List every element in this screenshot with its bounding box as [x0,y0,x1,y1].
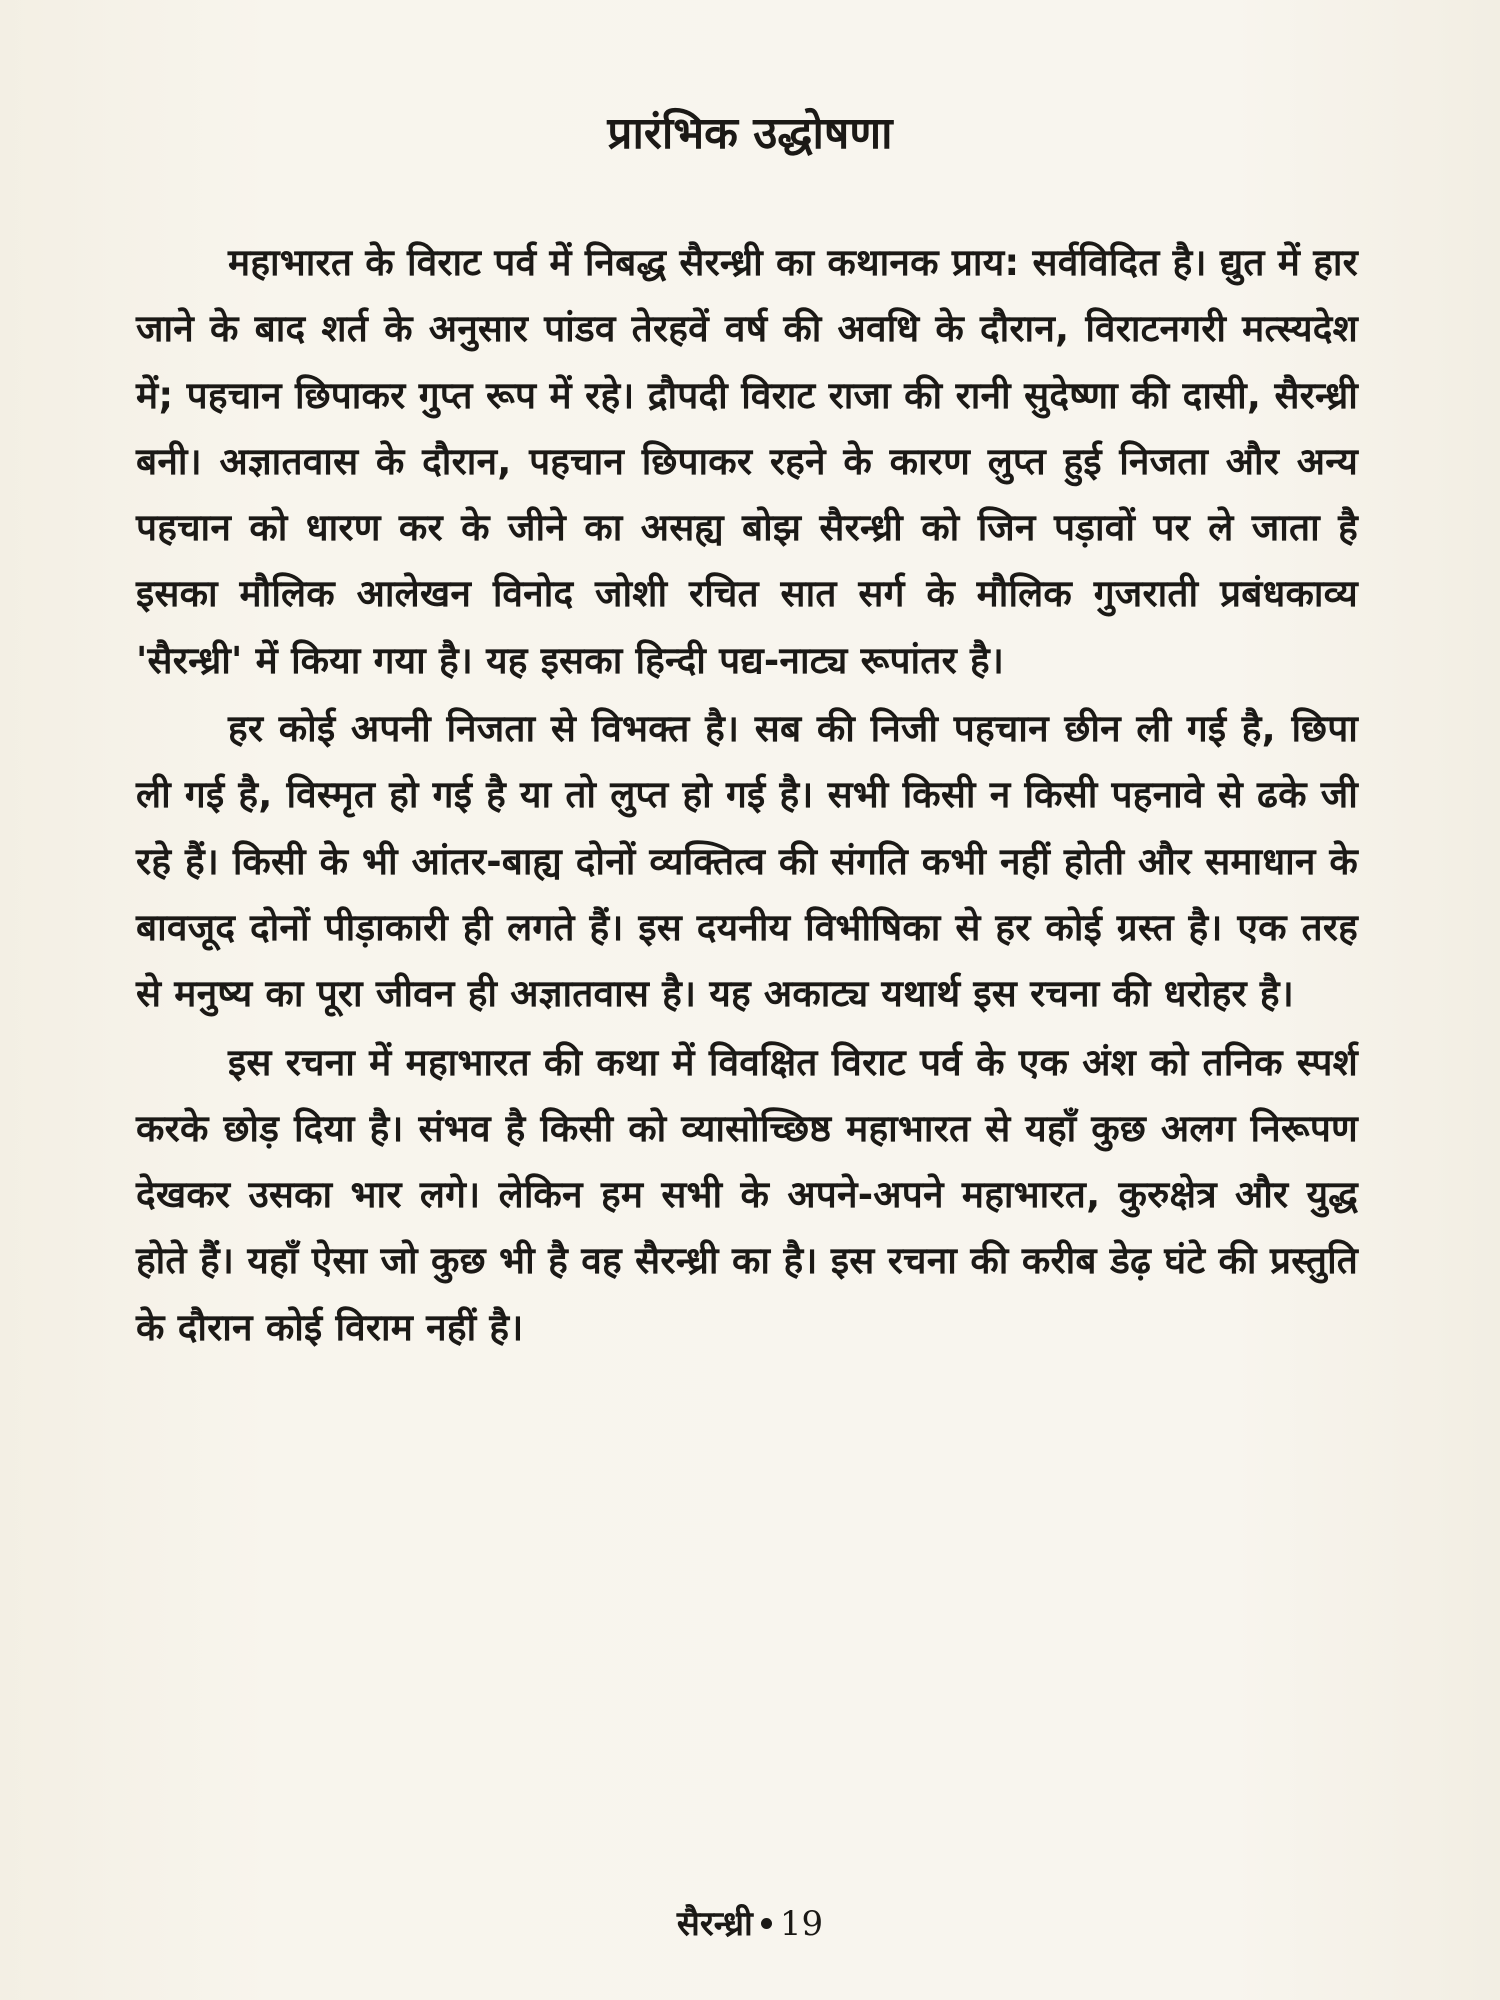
paragraph-2: हर कोई अपनी निजता से विभक्त है। सब की निजी पहचान छीन ली गई है, छिपा ली गई है, विस्मृत हो गई है या तो लुप्त हो गई है। सभी किसी न किसी पहनावे से ढके जी रहे हैं। किसी के भी आंतर-बाह्य दोनों व्यक्तित्व की संगति कभी नहीं होती और समाधान के बावजूद दोनों पीड़ाकारी ही लगते हैं। इस दयनीय विभीषिका से हर कोई ग्रस्त है। एक तरह से मनुष्य का पूरा जीवन ही अज्ञातवास है। यह अकाट्य यथार्थ इस रचना की धरोहर है। [136,707,1358,1016]
footer-book-title: सैरन्ध्री [676,1904,753,1944]
paragraph-1: महाभारत के विराट पर्व में निबद्ध सैरन्ध्री का कथानक प्राय: सर्वविदित है। द्युत में हार जाने के बाद शर्त के अनुसार पांडव तेरहवें वर्ष की अवधि के दौरान, विराटनगरी मत्स्यदेश में; पहचान छिपाकर गुप्त रूप में रहे। द्रौपदी विराट राजा की रानी सुदेष्णा की दासी, सैरन्ध्री बनी। अज्ञातवास के दौरान, पहचान छिपाकर रहने के कारण लुप्त हुई निजता और अन्य पहचान को धारण कर के जीने का असह्य बोझ सैरन्ध्री को जिन पड़ावों पर ले जाता है इसका मौलिक आलेखन विनोद जोशी रचित सात सर्ग के मौलिक गुजराती प्रबंधकाव्य 'सैरन्ध्री' में किया गया है। यह इसका हिन्दी पद्य-नाट्य रूपांतर है। [136,241,1358,682]
paragraph-3: इस रचना में महाभारत की कथा में विवक्षित विराट पर्व के एक अंश को तनिक स्पर्श करके छोड़ दिया है। संभव है किसी को व्यासोच्छिष्ठ महाभारत से यहाँ कुछ अलग निरूपण देखकर उसका भार लगे। लेकिन हम सभी के अपने-अपने महाभारत, कुरुक्षेत्र और युद्ध होते हैं। यहाँ ऐसा जो कुछ भी है वह सैरन्ध्री का है। इस रचना की करीब डेढ़ घंटे की प्रस्तुति के दौरान कोई विराम नहीं है। [136,1040,1358,1349]
page-title: प्रारंभिक उद्धोषणा [607,108,893,159]
bullet-separator [761,1918,772,1929]
body-text [136,230,1358,1363]
page-footer [0,1900,1500,1948]
page-number: 19 [779,1904,824,1944]
